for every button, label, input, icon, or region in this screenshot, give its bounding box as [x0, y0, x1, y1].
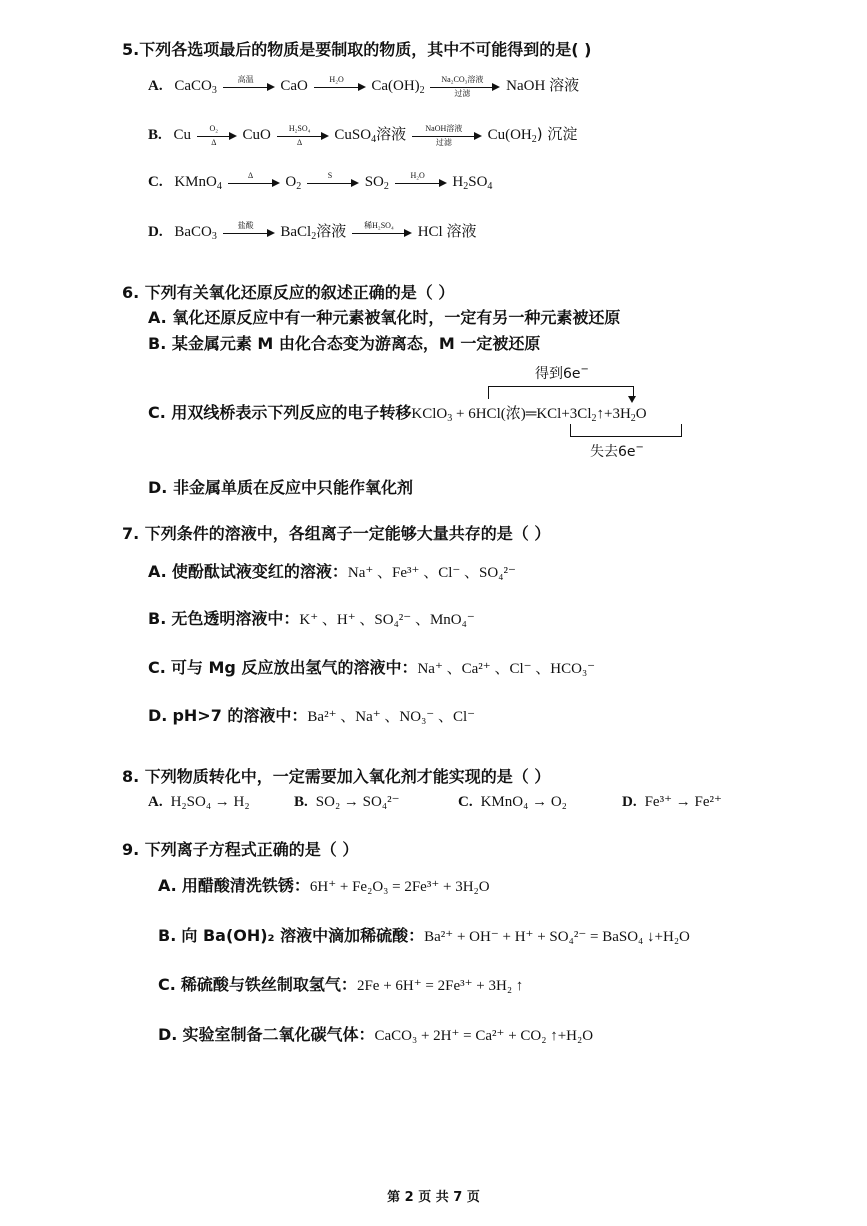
q5-b-arrow2-bottom: Δ — [297, 137, 303, 147]
q5-b-label: B. — [148, 127, 162, 143]
q9-c-label: C. — [158, 975, 176, 994]
q5-c-arrow1 — [228, 170, 280, 193]
q9-option-b — [158, 926, 690, 947]
q7-b-text: 无色透明溶液中： — [171, 609, 300, 628]
q5-a-s3: Ca — [371, 78, 389, 94]
q9-b-text: 向 Ba(OH)₂ 溶液中滴加稀硫酸： — [181, 926, 425, 945]
q5-b-s3: CuSO — [334, 127, 372, 143]
q5-a-s2: CaO — [280, 78, 308, 94]
q7-a-ions: Na⁺ 、Fe³⁺ 、Cl⁻ 、SO₄²⁻ — [347, 565, 516, 581]
q6-c-eq2-sub: 2 — [591, 413, 597, 424]
q5-c-arrow3-label: H₂O — [410, 170, 425, 180]
q5-b-s3-sub: 4 — [371, 134, 377, 145]
q5-d-s3: HCl 溶液 — [417, 224, 477, 240]
q5-c-s4-sub2: 4 — [487, 181, 493, 192]
q5-a-arrow1 — [223, 74, 275, 97]
q5-option-c — [148, 172, 492, 193]
q7-d-text: pH>7 的溶液中： — [172, 706, 308, 725]
q6-c-eq1: KClO — [411, 406, 448, 422]
q7-a-text: 使酚酞试液变红的溶液： — [171, 562, 348, 581]
q9-stem: 9. 下列离子方程式正确的是（ ） — [122, 840, 359, 859]
q5-d-arrow1 — [223, 220, 275, 243]
q5-c-arrow3 — [395, 170, 447, 193]
q6-c-loss-text: 失去6e — [590, 444, 636, 460]
q8-b-label: B. — [294, 794, 308, 810]
q5-c-s3: SO — [364, 174, 384, 190]
q8-option-d — [622, 792, 722, 812]
q7-option-c — [148, 658, 595, 679]
q6-c-label: C. — [148, 403, 166, 422]
q5-c-s4: H — [452, 174, 464, 190]
q6-c-eq3-sub: 2 — [630, 413, 636, 424]
q8-option-b — [294, 792, 400, 812]
q9-b-eq: Ba²⁺ + OH⁻ + H⁺ + SO₄²⁻ = BaSO₄ ↓+H₂O — [424, 929, 690, 945]
q5-d-arrow2-label: 稀H₂SO₄ — [364, 220, 394, 230]
q5-a-label: A. — [148, 78, 163, 94]
q6-option-c — [148, 403, 647, 424]
q8-option-a — [148, 792, 250, 812]
q8-a-text: H₂SO₄ → H₂ — [170, 794, 250, 810]
q7-c-ions: Na⁺ 、Ca²⁺ 、Cl⁻ 、HCO₃⁻ — [417, 661, 596, 677]
q7-stem: 7. 下列条件的溶液中，各组离子一定能够大量共存的是（ ） — [122, 524, 551, 543]
q7-option-b — [148, 609, 475, 630]
q5-c-s2: O — [285, 174, 297, 190]
q6-c-eq3: ↑+3H — [596, 406, 631, 422]
q5-d-s2-sub: 2 — [311, 231, 317, 242]
q5-c-s2-sub: 2 — [296, 181, 302, 192]
q5-c-s1: KMnO — [174, 174, 217, 190]
q5-c-s4b: SO — [468, 174, 488, 190]
q6-d-label: D. — [148, 478, 168, 497]
q7-d-label: D. — [148, 706, 168, 725]
q5-stem: 5.下列各选项最后的物质是要制取的物质，其中不可能得到的是( ) — [122, 40, 592, 59]
q8-b-text: SO₂ → SO₄²⁻ — [315, 794, 400, 810]
q5-a-s4: NaOH 溶液 — [506, 78, 580, 94]
q8-option-c — [458, 792, 567, 812]
q6-c-gain-sup: − — [580, 364, 589, 375]
q5-b-arrow1-bottom: Δ — [211, 137, 217, 147]
q8-d-label: D. — [622, 794, 637, 810]
q5-a-arrow3 — [430, 74, 500, 98]
q5-d-arrow2 — [352, 220, 412, 243]
q5-b-arrow1 — [197, 123, 237, 147]
q9-a-text: 用醋酸清洗铁锈： — [181, 876, 310, 895]
q5-b-arrow2-top: H₂SO₄ — [288, 123, 311, 133]
q5-a-arrow3-bottom: 过滤 — [454, 88, 471, 98]
q6-c-eq4: O — [635, 406, 647, 422]
q5-b-s3-tail: 溶液 — [376, 125, 407, 143]
q6-c-gain-bracket — [488, 386, 634, 399]
q9-d-text: 实验室制备二氧化碳气体： — [182, 1025, 375, 1044]
q6-c-eq2: + 6HCl(浓)═KCl+3Cl — [452, 406, 592, 422]
q7-b-ions: K⁺ 、H⁺ 、SO₄²⁻ 、MnO₄⁻ — [299, 612, 475, 628]
q5-d-s1-sub: 3 — [211, 231, 217, 242]
q7-c-text: 可与 Mg 反应放出氢气的溶液中： — [170, 658, 418, 677]
q6-a-text: 氧化还原反应中有一种元素被氧化时，一定有另一种元素被还原 — [172, 308, 621, 327]
q6-c-loss-sup: − — [635, 442, 644, 453]
q6-c-gain-text: 得到6e — [535, 366, 581, 382]
q5-option-d — [148, 221, 476, 243]
q5-b-arrow3-bottom: 过滤 — [435, 137, 452, 147]
q5-b-s4: Cu(OH — [487, 127, 532, 143]
q8-d-text: Fe³⁺ → Fe²⁺ — [644, 794, 722, 810]
q9-c-eq: 2Fe + 6H⁺ = 2Fe³⁺ + 3H₂ ↑ — [356, 978, 524, 994]
q5-b-arrow3-top: NaOH溶液 — [425, 123, 463, 133]
q7-option-a — [148, 562, 516, 583]
q9-option-c — [158, 975, 523, 996]
q6-c-gain-label — [535, 364, 589, 384]
q5-option-a — [148, 76, 579, 97]
q9-c-text: 稀硫酸与铁丝制取氢气： — [180, 975, 357, 994]
q8-c-text: KMnO₄ → O₂ — [480, 794, 567, 810]
q6-stem: 6. 下列有关氧化还原反应的叙述正确的是（ ） — [122, 283, 455, 302]
q5-b-arrow2 — [277, 123, 329, 147]
q6-option-d — [148, 478, 413, 498]
q5-b-arrow1-top: O₂ — [209, 123, 219, 133]
q5-d-s2: BaCl — [280, 224, 312, 240]
q5-d-s2-tail: 溶液 — [316, 222, 347, 240]
q6-c-equation — [411, 406, 646, 422]
q5-c-arrow2 — [307, 170, 359, 193]
q5-c-s3-sub: 2 — [383, 181, 389, 192]
q5-b-s1: Cu — [173, 127, 192, 143]
q8-a-label: A. — [148, 794, 163, 810]
q6-option-b — [148, 334, 540, 354]
q9-option-d — [158, 1025, 593, 1046]
q9-option-a — [158, 876, 490, 897]
q5-a-s1: CaCO — [174, 78, 212, 94]
q6-c-loss-bracket — [570, 424, 682, 437]
q6-c-gain-arrowhead — [628, 396, 636, 403]
q5-b-s4-tail: ) 沉淀 — [536, 125, 578, 143]
q7-option-d — [148, 706, 475, 727]
q6-c-text: 用双线桥表示下列反应的电子转移 — [171, 403, 412, 422]
q5-a-s3-sub: 2 — [419, 85, 425, 96]
q6-d-text: 非金属单质在反应中只能作氧化剂 — [172, 478, 413, 497]
q5-b-s4-sub: 2 — [531, 134, 537, 145]
q5-a-arrow2-label: H₂O — [329, 74, 344, 84]
q5-a-s1-sub: 3 — [211, 85, 217, 96]
q6-c-eq1-sub: 3 — [447, 413, 453, 424]
q5-c-arrow2-label: S — [327, 170, 333, 180]
q5-option-b — [148, 124, 577, 146]
q9-a-eq: 6H⁺ + Fe₂O₃ = 2Fe³⁺ + 3H₂O — [309, 879, 490, 895]
q5-c-s4-sub: 2 — [463, 181, 469, 192]
q8-c-label: C. — [458, 794, 473, 810]
q5-a-s3b: (OH) — [388, 78, 420, 94]
q5-a-arrow1-label: 高温 — [237, 74, 254, 84]
q7-c-label: C. — [148, 658, 166, 677]
q5-d-s1: BaCO — [174, 224, 212, 240]
q8-stem: 8. 下列物质转化中，一定需要加入氧化剂才能实现的是（ ） — [122, 767, 551, 786]
q6-b-text: 某金属元素 M 由化合态变为游离态，M 一定被还原 — [171, 334, 541, 353]
q5-c-label: C. — [148, 174, 163, 190]
q5-a-arrow2 — [314, 74, 366, 97]
q9-b-label: B. — [158, 926, 177, 945]
q6-b-label: B. — [148, 334, 167, 353]
q5-d-arrow1-label: 盐酸 — [237, 220, 254, 230]
q5-d-label: D. — [148, 224, 163, 240]
q5-c-s1-sub: 4 — [216, 181, 222, 192]
q9-a-label: A. — [158, 876, 177, 895]
q7-d-ions: Ba²⁺ 、Na⁺ 、NO₃⁻ 、Cl⁻ — [307, 709, 476, 725]
page-footer: 第 2 页 共 7 页 — [387, 1190, 480, 1205]
q5-a-arrow3-top: Na₂CO₃溶液 — [441, 74, 484, 84]
q9-d-label: D. — [158, 1025, 178, 1044]
q5-c-arrow1-label: Δ — [248, 170, 254, 180]
q5-b-arrow3 — [412, 123, 482, 147]
q6-c-loss-label — [590, 442, 644, 462]
q6-a-label: A. — [148, 308, 167, 327]
q5-b-s2: CuO — [242, 127, 271, 143]
q9-d-eq: CaCO₃ + 2H⁺ = Ca²⁺ + CO₂ ↑+H₂O — [374, 1028, 594, 1044]
q7-a-label: A. — [148, 562, 167, 581]
q6-option-a — [148, 308, 620, 328]
q7-b-label: B. — [148, 609, 167, 628]
